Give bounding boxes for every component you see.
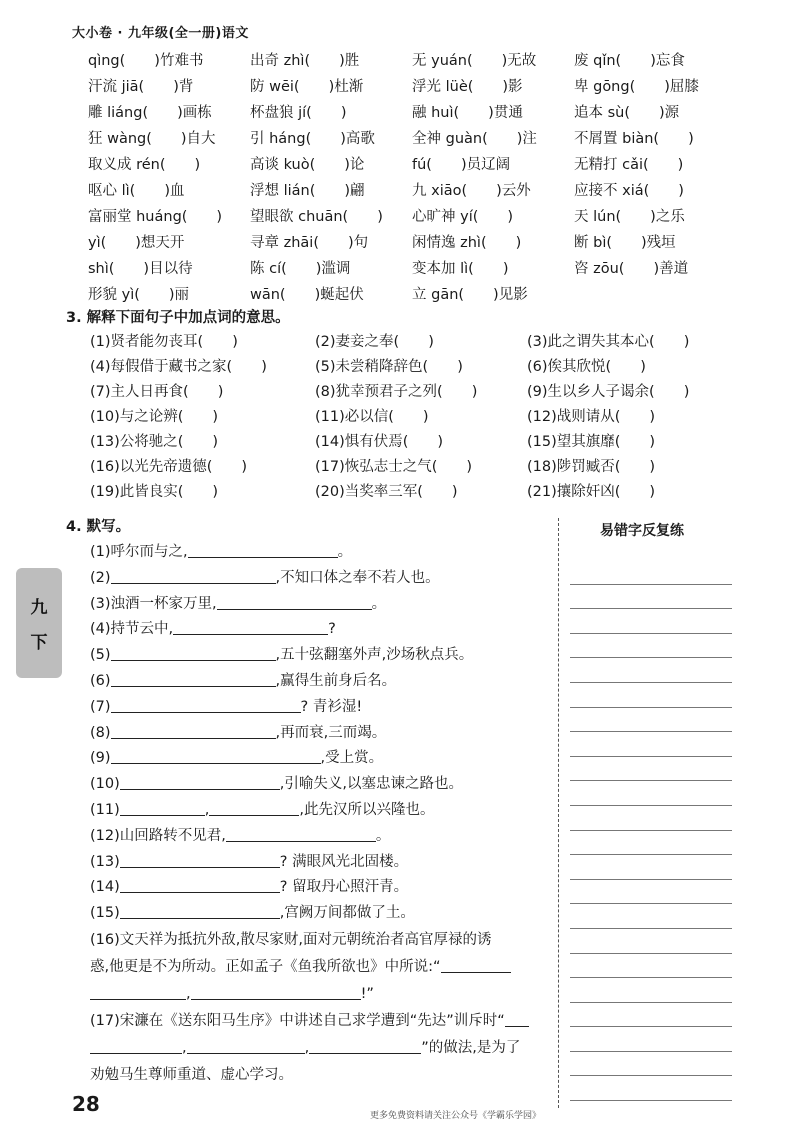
- q17-line1-text: (17)宋濂在《送东阳马生序》中讲述自己求学遭到“先达”训斥时“: [90, 1012, 505, 1029]
- dictation-line: [90, 901, 552, 927]
- dictation-prompt: (15): [90, 905, 120, 922]
- practice-line[interactable]: [570, 1027, 732, 1052]
- pinyin-item: shì( )目以待: [88, 261, 193, 277]
- dictation-line: [90, 772, 552, 798]
- pinyin-item: 防 wēi( )杜渐: [250, 79, 364, 95]
- pinyin-item: wān( )蜒起伏: [250, 287, 364, 303]
- pinyin-item: 寻章 zhāi( )句: [250, 235, 369, 251]
- dictation-prompt: (9): [90, 750, 111, 767]
- pinyin-exercise-grid: [88, 48, 738, 308]
- q16-answer-blank-c[interactable]: [191, 983, 361, 1000]
- section4-title: 4. 默写。: [66, 519, 131, 535]
- practice-line[interactable]: [570, 708, 732, 733]
- pinyin-item: 引 háng( )高歌: [250, 131, 375, 147]
- dictation-answer-blank[interactable]: [111, 644, 276, 661]
- dictation-line: [90, 850, 552, 876]
- dictation-suffix: ? 留取丹心照汗青。: [279, 879, 409, 896]
- dictation-answer-blank[interactable]: [188, 541, 338, 558]
- dictation-answer-blank[interactable]: [111, 670, 276, 687]
- dictation-prompt: (8): [90, 724, 111, 741]
- dictation-separator: ,: [204, 801, 210, 818]
- dictation-suffix: ?: [328, 621, 336, 638]
- dictation-answer-blank[interactable]: [111, 747, 321, 764]
- dictation-answer-blank[interactable]: [120, 902, 280, 919]
- q16-line2-text: 惑,他更是不为所动。正如孟子《鱼我所欲也》中所说:“: [90, 958, 441, 975]
- pinyin-item: 卑 gōng( )屈膝: [574, 79, 699, 95]
- practice-line[interactable]: [570, 781, 732, 806]
- explain-item: (15)望其旗靡( ): [527, 434, 656, 450]
- dictation-answer-blank[interactable]: [217, 593, 372, 610]
- explain-item: (5)未尝稍降辞色( ): [315, 359, 463, 375]
- pinyin-item: 陈 cí( )滥调: [250, 261, 351, 277]
- dictation-line: [90, 746, 552, 772]
- practice-line[interactable]: [570, 634, 732, 659]
- q17-sep1: ,: [182, 1039, 187, 1056]
- dictation-line: [90, 824, 552, 850]
- pinyin-item: 呕心 lì( )血: [88, 183, 185, 199]
- explain-item: (4)每假借于藏书之家( ): [90, 359, 267, 375]
- practice-line[interactable]: [570, 732, 732, 757]
- dictation-prompt: (5): [90, 647, 111, 664]
- practice-line[interactable]: [570, 880, 732, 905]
- dictation-prompt: (10): [90, 776, 120, 793]
- q17-line2: [90, 1035, 552, 1062]
- pinyin-item: 闲情逸 zhì( ): [412, 235, 522, 251]
- pinyin-item: 心旷神 yí( ): [412, 209, 514, 225]
- q16-line3: [90, 981, 552, 1008]
- q16-answer-blank-b[interactable]: [90, 983, 186, 1000]
- explain-item: (16)以光先帝遗德( ): [90, 459, 248, 475]
- pinyin-item: 杯盘狼 jí( ): [250, 105, 347, 121]
- explain-item: (18)陟罚臧否( ): [527, 459, 656, 475]
- dictation-suffix: ,不知口体之奉不若人也。: [275, 569, 440, 586]
- practice-line[interactable]: [570, 1076, 732, 1101]
- explain-item: (19)此皆良实( ): [90, 484, 219, 500]
- pinyin-item: 变本加 lì( ): [412, 261, 509, 277]
- pinyin-item: 形貌 yì( )丽: [88, 287, 190, 303]
- dictation-prompt: (2): [90, 569, 111, 586]
- explain-item: (3)此之谓失其本心( ): [527, 334, 690, 350]
- dictation-line: [90, 875, 552, 901]
- pinyin-item: 全神 guàn( )注: [412, 131, 537, 147]
- dictation-answer-blank[interactable]: [111, 696, 301, 713]
- explain-item: (9)生以乡人子谒余( ): [527, 384, 690, 400]
- pinyin-item: 狂 wàng( )自大: [88, 131, 216, 147]
- dictation-prompt: (14): [90, 879, 120, 896]
- dictation-suffix: ,五十弦翻塞外声,沙场秋点兵。: [275, 647, 474, 664]
- section4-dictation: [90, 540, 552, 1089]
- explain-item: (7)主人日再食( ): [90, 384, 224, 400]
- pinyin-item: 雕 liáng( )画栋: [88, 105, 212, 121]
- dictation-prompt: (6): [90, 672, 111, 689]
- dictation-prompt: (12)山回路转不见君,: [90, 827, 226, 844]
- practice-line[interactable]: [570, 609, 732, 634]
- dictation-suffix: ,宫阙万间都做了土。: [279, 905, 415, 922]
- q16-answer-blank-a[interactable]: [441, 956, 511, 973]
- dictation-suffix: 。: [375, 827, 391, 844]
- pinyin-item: 废 qǐn( )忘食: [574, 53, 685, 69]
- pinyin-item: 咨 zōu( )善道: [574, 261, 689, 277]
- q16-line1: (16)文天祥为抵抗外敌,散尽家财,面对元朝统治者高官厚禄的诱: [90, 931, 492, 948]
- practice-line[interactable]: [570, 1052, 732, 1077]
- dictation-suffix: 。: [337, 544, 353, 560]
- pinyin-item: 天 lún( )之乐: [574, 209, 685, 225]
- practice-line[interactable]: [570, 1003, 732, 1028]
- dictation-line: [90, 566, 552, 592]
- dictation-line: [90, 721, 552, 747]
- practice-line[interactable]: [570, 831, 732, 856]
- practice-line[interactable]: [570, 757, 732, 782]
- dictation-answer-blank[interactable]: [120, 773, 280, 790]
- pinyin-item: qìng( )竹难书: [88, 53, 204, 69]
- dictation-answer-blank[interactable]: [226, 825, 376, 842]
- pinyin-item: 浮光 lüè( )影: [412, 79, 523, 95]
- pinyin-item: 九 xiāo( )云外: [412, 183, 531, 199]
- practice-line[interactable]: [570, 904, 732, 929]
- dictation-prompt: (3)浊酒一杯家万里,: [90, 595, 217, 612]
- practice-line[interactable]: [570, 806, 732, 831]
- pinyin-item: 立 gān( )见影: [412, 287, 528, 303]
- explain-item: (17)恢弘志士之气( ): [315, 459, 473, 475]
- pinyin-item: 富丽堂 huáng( ): [88, 209, 223, 225]
- q17-line3: 劝勉马生尊师重道、虚心学习。: [90, 1066, 293, 1083]
- dictation-answer-blank[interactable]: [120, 876, 280, 893]
- pinyin-item: 汗流 jiā( )背: [88, 79, 194, 95]
- dictation-prompt: (11): [90, 801, 120, 818]
- explain-item: (6)俟其欣悦( ): [527, 359, 646, 375]
- pinyin-item: 不屑置 biàn( ): [574, 131, 694, 147]
- explain-item: (1)贤者能勿丧耳( ): [90, 334, 238, 350]
- pinyin-item: 望眼欲 chuān( ): [250, 209, 383, 225]
- practice-line[interactable]: [570, 560, 732, 585]
- dictation-prompt: (7): [90, 698, 111, 715]
- practice-line[interactable]: [570, 683, 732, 708]
- dictation-line: [90, 798, 552, 824]
- pinyin-item: 取义成 rén( ): [88, 157, 201, 173]
- q17-sep2: ,: [304, 1039, 310, 1056]
- dictation-answer-blank[interactable]: [111, 722, 276, 739]
- q17-answer-blank-b[interactable]: [90, 1037, 182, 1054]
- pinyin-item: 融 huì( )贯通: [412, 105, 523, 121]
- practice-line[interactable]: [570, 929, 732, 954]
- explain-item: (21)攘除奸凶( ): [527, 484, 656, 500]
- explain-item: (11)必以信( ): [315, 409, 429, 425]
- pinyin-item: 高谈 kuò( )论: [250, 157, 365, 173]
- q16-end: !”: [360, 985, 374, 1002]
- dictation-suffix: ? 青衫湿!: [300, 698, 363, 715]
- practice-line[interactable]: [570, 585, 732, 610]
- dictation-line: [90, 669, 552, 695]
- q17-answer-blank-d[interactable]: [309, 1037, 421, 1054]
- dictation-answer-blank[interactable]: [120, 799, 205, 816]
- q17-end: ”的做法,是为了: [421, 1039, 521, 1056]
- section3-title: 3. 解释下面句子中加点词的意思。: [66, 310, 290, 326]
- practice-title: 易错字反复练: [600, 523, 684, 539]
- explain-item: (12)战则请从( ): [527, 409, 656, 425]
- q17-answer-blank-a[interactable]: [505, 1010, 529, 1027]
- pinyin-item: 出奇 zhì( )胜: [250, 53, 360, 69]
- dictation-line: [90, 617, 552, 643]
- practice-line[interactable]: [570, 954, 732, 979]
- q16-line2: [90, 954, 552, 981]
- explain-item: (2)妻妾之奉( ): [315, 334, 434, 350]
- dictation-prompt: (4)持节云中,: [90, 621, 174, 638]
- q17-line1: [90, 1008, 552, 1035]
- dictation-prompt: (13): [90, 853, 120, 870]
- header-title: 大小卷 · 九年级(全一册)语文: [72, 26, 249, 41]
- column-divider: [558, 518, 559, 1108]
- dictation-suffix: ,引喻失义,以塞忠谏之路也。: [279, 776, 463, 793]
- pinyin-item: 无精打 cǎi( ): [574, 157, 684, 173]
- pinyin-item: fú( )员辽阔: [412, 157, 511, 173]
- practice-line[interactable]: [570, 978, 732, 1003]
- dictation-line: [90, 695, 552, 721]
- dictation-answer-blank[interactable]: [209, 799, 299, 816]
- dictation-suffix: ,此先汉所以兴隆也。: [299, 801, 435, 818]
- practice-line[interactable]: [570, 855, 732, 880]
- practice-line[interactable]: [570, 658, 732, 683]
- explain-item: (13)公将驰之( ): [90, 434, 219, 450]
- dictation-answer-blank[interactable]: [120, 851, 280, 868]
- dictation-suffix: 。: [371, 595, 387, 612]
- pinyin-item: yì( )想天开: [88, 235, 185, 251]
- pinyin-item: 无 yuán( )无故: [412, 53, 537, 69]
- footer-note: 更多免费资料请关注公众号《学霸乐学园》: [370, 1111, 542, 1121]
- dictation-suffix: ? 满眼风光北固楼。: [279, 853, 409, 870]
- pinyin-item: [574, 282, 738, 308]
- q16-sep: ,: [186, 985, 191, 1002]
- dictation-line: [90, 592, 552, 618]
- dictation-suffix: ,再而衰,三而竭。: [275, 724, 387, 741]
- dictation-suffix: ,受上赏。: [320, 750, 384, 767]
- pinyin-item: 浮想 lián( )翩: [250, 183, 365, 199]
- grade-side-tab: [16, 568, 62, 678]
- side-tab-char-2: 下: [30, 633, 48, 653]
- side-tab-char-1: 九: [30, 598, 48, 618]
- page-number: 28: [72, 1092, 100, 1116]
- dictation-suffix: ,赢得生前身后名。: [275, 672, 397, 689]
- dictation-answer-blank[interactable]: [173, 618, 328, 635]
- explain-item: (10)与之论辨( ): [90, 409, 219, 425]
- dictation-line: [90, 540, 552, 566]
- pinyin-item: 断 bì( )残垣: [574, 235, 676, 251]
- explain-item: (14)惧有伏焉( ): [315, 434, 444, 450]
- explain-item: (20)当奖率三军( ): [315, 484, 458, 500]
- pinyin-item: 追本 sù( )源: [574, 105, 680, 121]
- dictation-line: [90, 643, 552, 669]
- practice-writing-lines: [570, 560, 732, 1101]
- q17-answer-blank-c[interactable]: [187, 1037, 305, 1054]
- pinyin-item: 应接不 xiá( ): [574, 183, 684, 199]
- section3-explain-grid: [90, 330, 740, 505]
- explain-item: (8)犹幸预君子之列( ): [315, 384, 478, 400]
- dictation-prompt: (1)呼尔而与之,: [90, 544, 188, 560]
- dictation-answer-blank[interactable]: [111, 567, 276, 584]
